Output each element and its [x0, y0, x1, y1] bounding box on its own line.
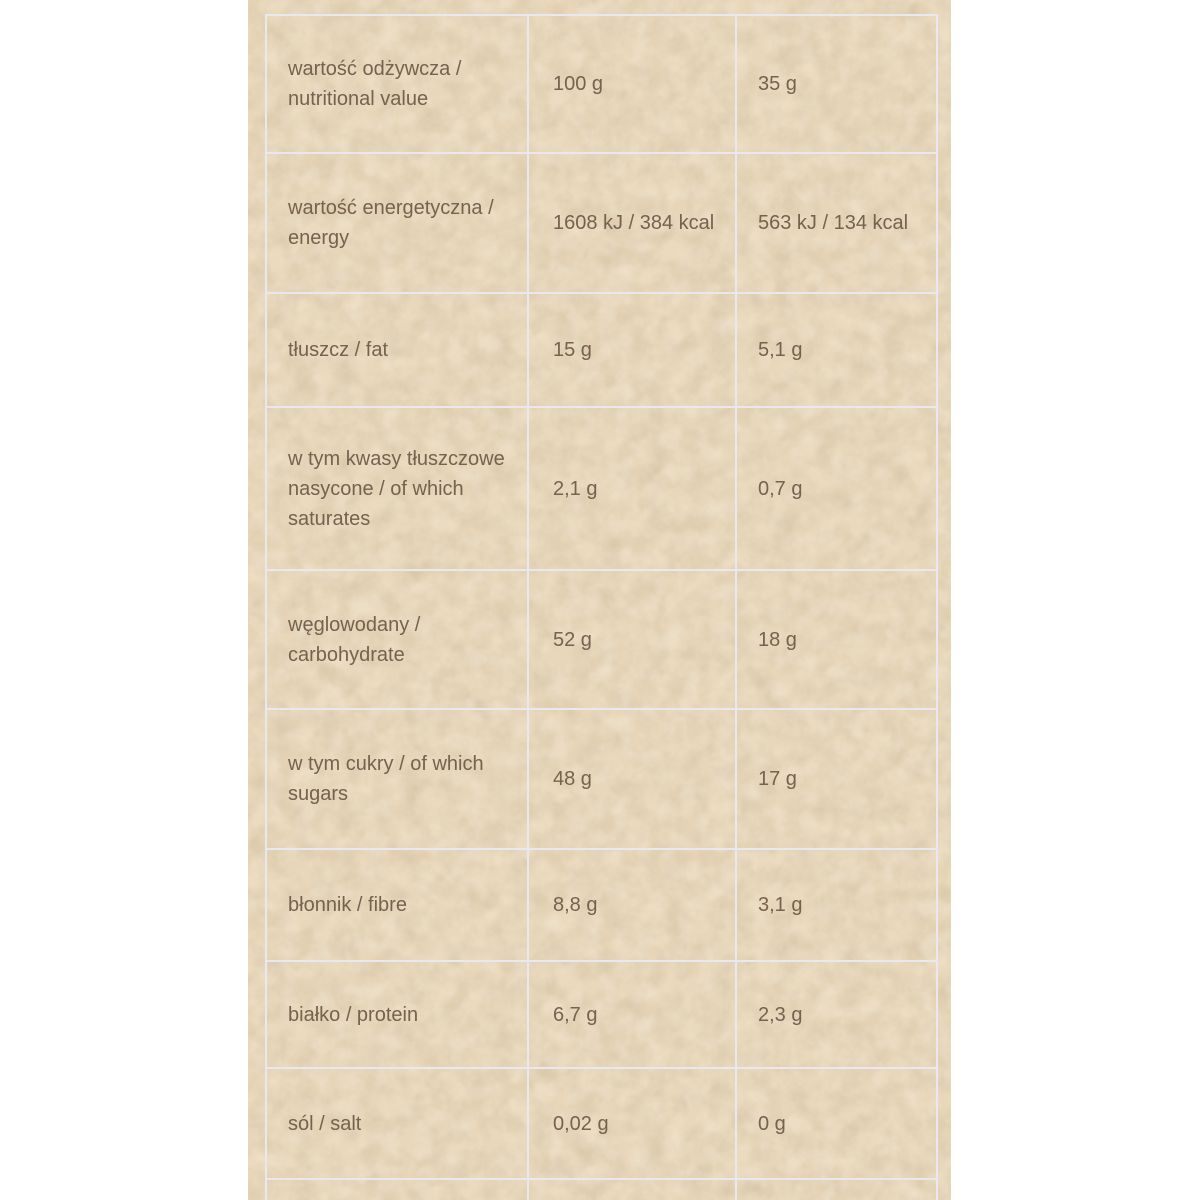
table-row [266, 1068, 937, 1179]
table-row [266, 849, 937, 961]
nutrient-label-cell: węglowodany / carbohydrate [266, 570, 528, 709]
per-100g-cell [528, 1179, 736, 1200]
nutrient-label-cell: sól / salt [266, 1068, 528, 1179]
paper-panel [248, 0, 951, 1200]
per-portion-cell: 0,7 g [736, 407, 937, 570]
nutrient-label-cell: w tym kwasy tłuszczowe nasycone / of which saturates [266, 407, 528, 570]
per-portion-cell: 5,1 g [736, 293, 937, 407]
table-row [266, 153, 937, 293]
per-100g-cell: 52 g [528, 570, 736, 709]
nutrient-label-cell [266, 1179, 528, 1200]
nutrient-label-cell: wartość odżywcza / nutritional value [266, 15, 528, 153]
per-100g-cell: 48 g [528, 709, 736, 849]
per-100g-cell: 15 g [528, 293, 736, 407]
per-portion-cell: 3,1 g [736, 849, 937, 961]
per-portion-cell: 0 g [736, 1068, 937, 1179]
nutrition-table [265, 14, 938, 1200]
per-portion-cell: 35 g [736, 15, 937, 153]
per-portion-cell [736, 1179, 937, 1200]
nutrient-label-cell: błonnik / fibre [266, 849, 528, 961]
per-portion-cell: 17 g [736, 709, 937, 849]
per-100g-cell: 2,1 g [528, 407, 736, 570]
table-row [266, 15, 937, 153]
table-row [266, 293, 937, 407]
per-100g-cell: 0,02 g [528, 1068, 736, 1179]
table-row [266, 407, 937, 570]
per-100g-cell: 1608 kJ / 384 kcal [528, 153, 736, 293]
per-100g-cell: 100 g [528, 15, 736, 153]
per-portion-cell: 2,3 g [736, 961, 937, 1068]
table-row [266, 961, 937, 1068]
table-row [266, 570, 937, 709]
table-row-partial [266, 1179, 937, 1200]
nutrient-label-cell: białko / protein [266, 961, 528, 1068]
table-row [266, 709, 937, 849]
per-portion-cell: 563 kJ / 134 kcal [736, 153, 937, 293]
per-100g-cell: 6,7 g [528, 961, 736, 1068]
nutrient-label-cell: tłuszcz / fat [266, 293, 528, 407]
nutrient-label-cell: w tym cukry / of which sugars [266, 709, 528, 849]
nutrient-label-cell: wartość energetyczna / energy [266, 153, 528, 293]
per-100g-cell: 8,8 g [528, 849, 736, 961]
per-portion-cell: 18 g [736, 570, 937, 709]
